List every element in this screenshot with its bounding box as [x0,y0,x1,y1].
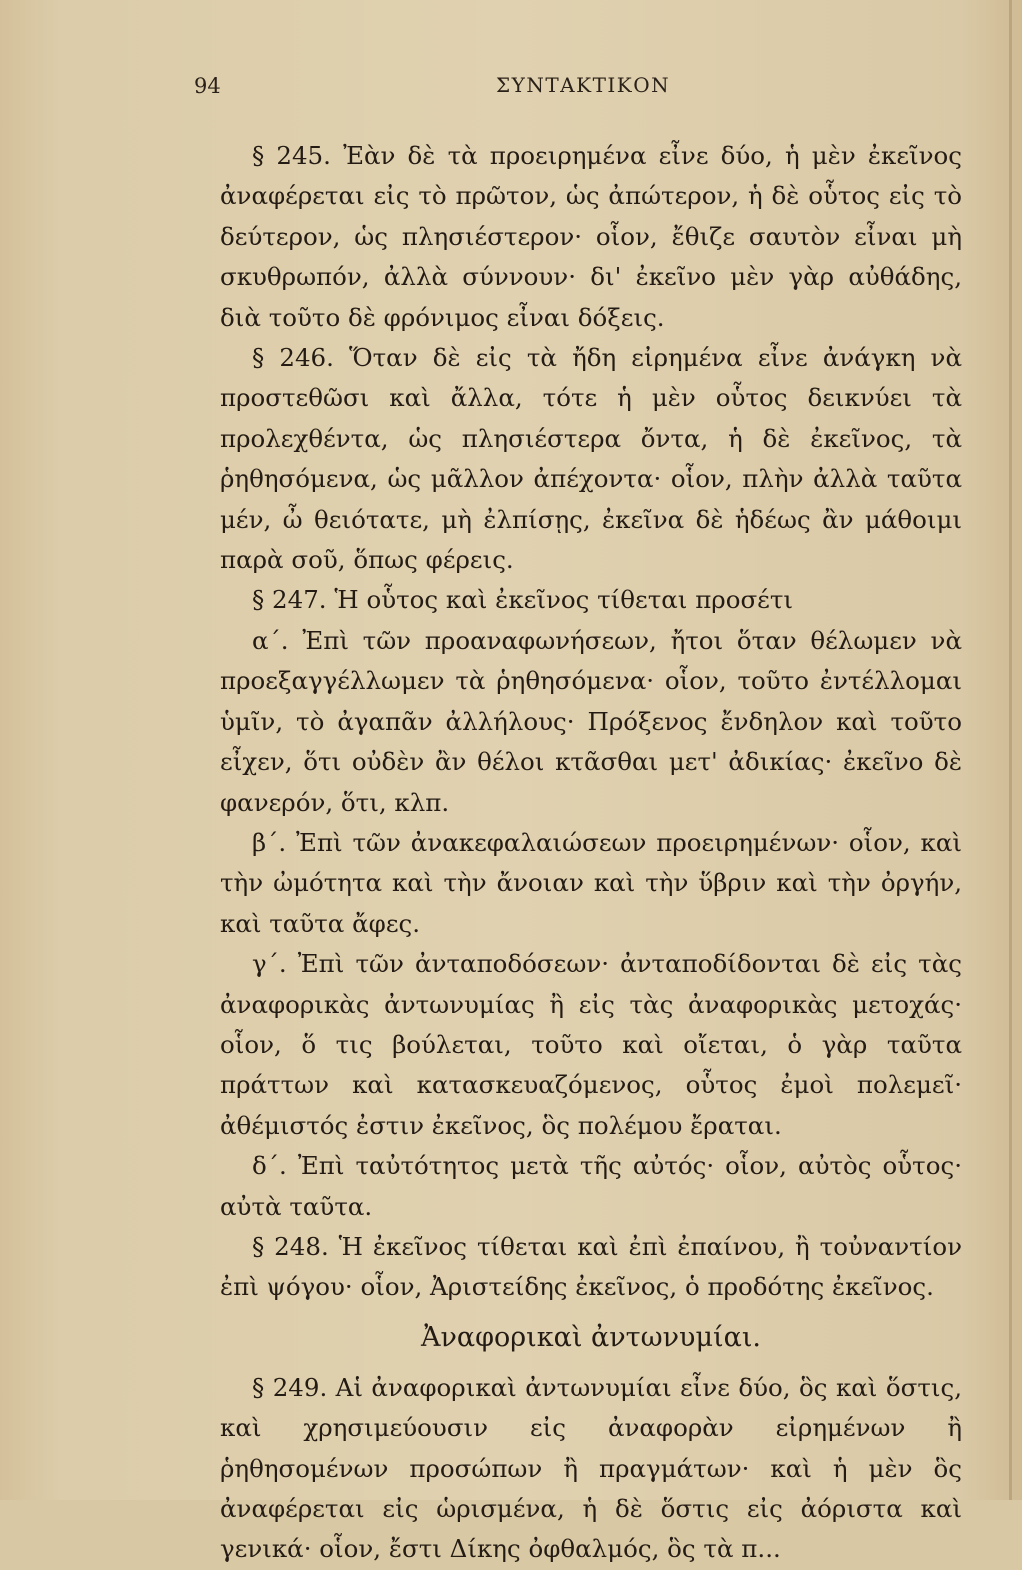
page-edge [1009,0,1012,1500]
page-number: 94 [194,74,221,98]
paragraph-247-a: α΄. Ἐπὶ τῶν προαναφωνήσεων, ἤτοι ὅταν θέλωμεν νὰ προεξαγγέλλωμεν τὰ ῥηθησόμενα· οἷον, τοῦτο ἐντέλλομαι ὑμῖν, τὸ ἀγαπᾶν ἀλλήλους· Πρόξενος ἔνδηλον καὶ τοῦτο εἶχεν, ὅτι οὐδὲν ἂν θέλοι κτᾶσθαι μετ' ἀδικίας· ἐκεῖνο δὲ φανερόν, ὅτι, κλπ. [220,625,962,817]
paragraph-247-d: δ΄. Ἐπὶ ταὐτότητος μετὰ τῆς αὐτός· οἷον, αὐτὸς οὗτος· αὐτὰ ταῦτα. [220,1151,962,1221]
running-head: ΣΥΝΤΑΚΤΙΚΟΝ [496,73,671,97]
page-header [0,0,1022,120]
paragraph-245: § 245. Ἐὰν δὲ τὰ προειρημένα εἶνε δύο, ἡ μὲν ἐκεῖνος ἀναφέρεται εἰς τὸ πρῶτον, ὡς ἀπώτερον, ἡ δὲ οὗτος εἰς τὸ δεύτερον, ὡς πλησιέστερον· οἷον, ἔθιζε σαυτὸν εἶναι μὴ σκυθρωπόν, ἀλλὰ σύννουν· δι' ἐκεῖνο μὲν γὰρ αὐθάδης, διὰ τοῦτο δὲ φρόνιμος εἶναι δόξεις. [220,141,962,332]
section-heading: Ἀναφορικαὶ ἀντωνυμίαι. [420,1321,761,1353]
paragraph-247: § 247. Ἡ οὗτος καὶ ἐκεῖνος τίθεται προσέτι [252,585,794,615]
paragraph-247-b: β΄. Ἐπὶ τῶν ἀνακεφαλαιώσεων προειρημένων· οἷον, καὶ τὴν ὠμότητα καὶ τὴν ἄνοιαν καὶ τὴν ὕβριν καὶ τὴν ὀργήν, καὶ ταῦτα ἄφες. [220,827,962,938]
paragraph-248: § 248. Ἡ ἐκεῖνος τίθεται καὶ ἐπὶ ἐπαίνου, ἢ τοὐναντίον ἐπὶ ψόγου· οἷον, Ἀριστείδης ἐκεῖνος, ὁ προδότης ἐκεῖνος. [220,1231,962,1302]
paragraph-247-c: γ΄. Ἐπὶ τῶν ἀνταποδόσεων· ἀνταποδίδονται δὲ εἰς τὰς ἀναφορικὰς ἀντωνυμίας ἢ εἰς τὰς ἀναφορικὰς μετοχάς· οἷον, ὅ τις βούλεται, τοῦτο καὶ οἴεται, ὁ γὰρ ταῦτα πράττων καὶ κατασκευαζόμενος, οὗτος ἐμοὶ πολεμεῖ· ἀθέμιστός ἐστιν ἐκεῖνος, ὃς πολέμου ἔραται. [220,949,962,1140]
paragraph-246: § 246. Ὅταν δὲ εἰς τὰ ἤδη εἰρημένα εἶνε ἀνάγκη νὰ προστεθῶσι καὶ ἄλλα, τότε ἡ μὲν οὗτος δεικνύει τὰ προλεχθέντα, ὡς πλησιέστερα ὄντα, ἡ δὲ ἐκεῖνος, τὰ ῥηθησόμενα, ὡς μᾶλλον ἀπέχοντα· οἷον, πλὴν ἀλλὰ ταῦτα μέν, ὦ θειότατε, μὴ ἐλπίσῃς, ἐκεῖνα δὲ ἡδέως ἂν μάθοιμι παρὰ σοῦ, ὅπως φέρεις. [220,343,962,575]
body-text [220,136,962,1570]
paragraph-249: § 249. Αἱ ἀναφορικαὶ ἀντωνυμίαι εἶνε δύο, ὃς καὶ ὅστις, καὶ χρησιμεύουσιν εἰς ἀναφορὰν εἰρημένων ἢ ῥηθησομένων προσώπων ἢ πραγμάτων· καὶ ἡ μὲν ὃς ἀναφέρεται εἰς ὡρισμένα, ἡ δὲ ὅστις εἰς ἀόριστα καὶ γενικά· οἷον, ἔστι Δίκης ὀφθαλμός, ὃς τὰ π... [220,1372,962,1564]
